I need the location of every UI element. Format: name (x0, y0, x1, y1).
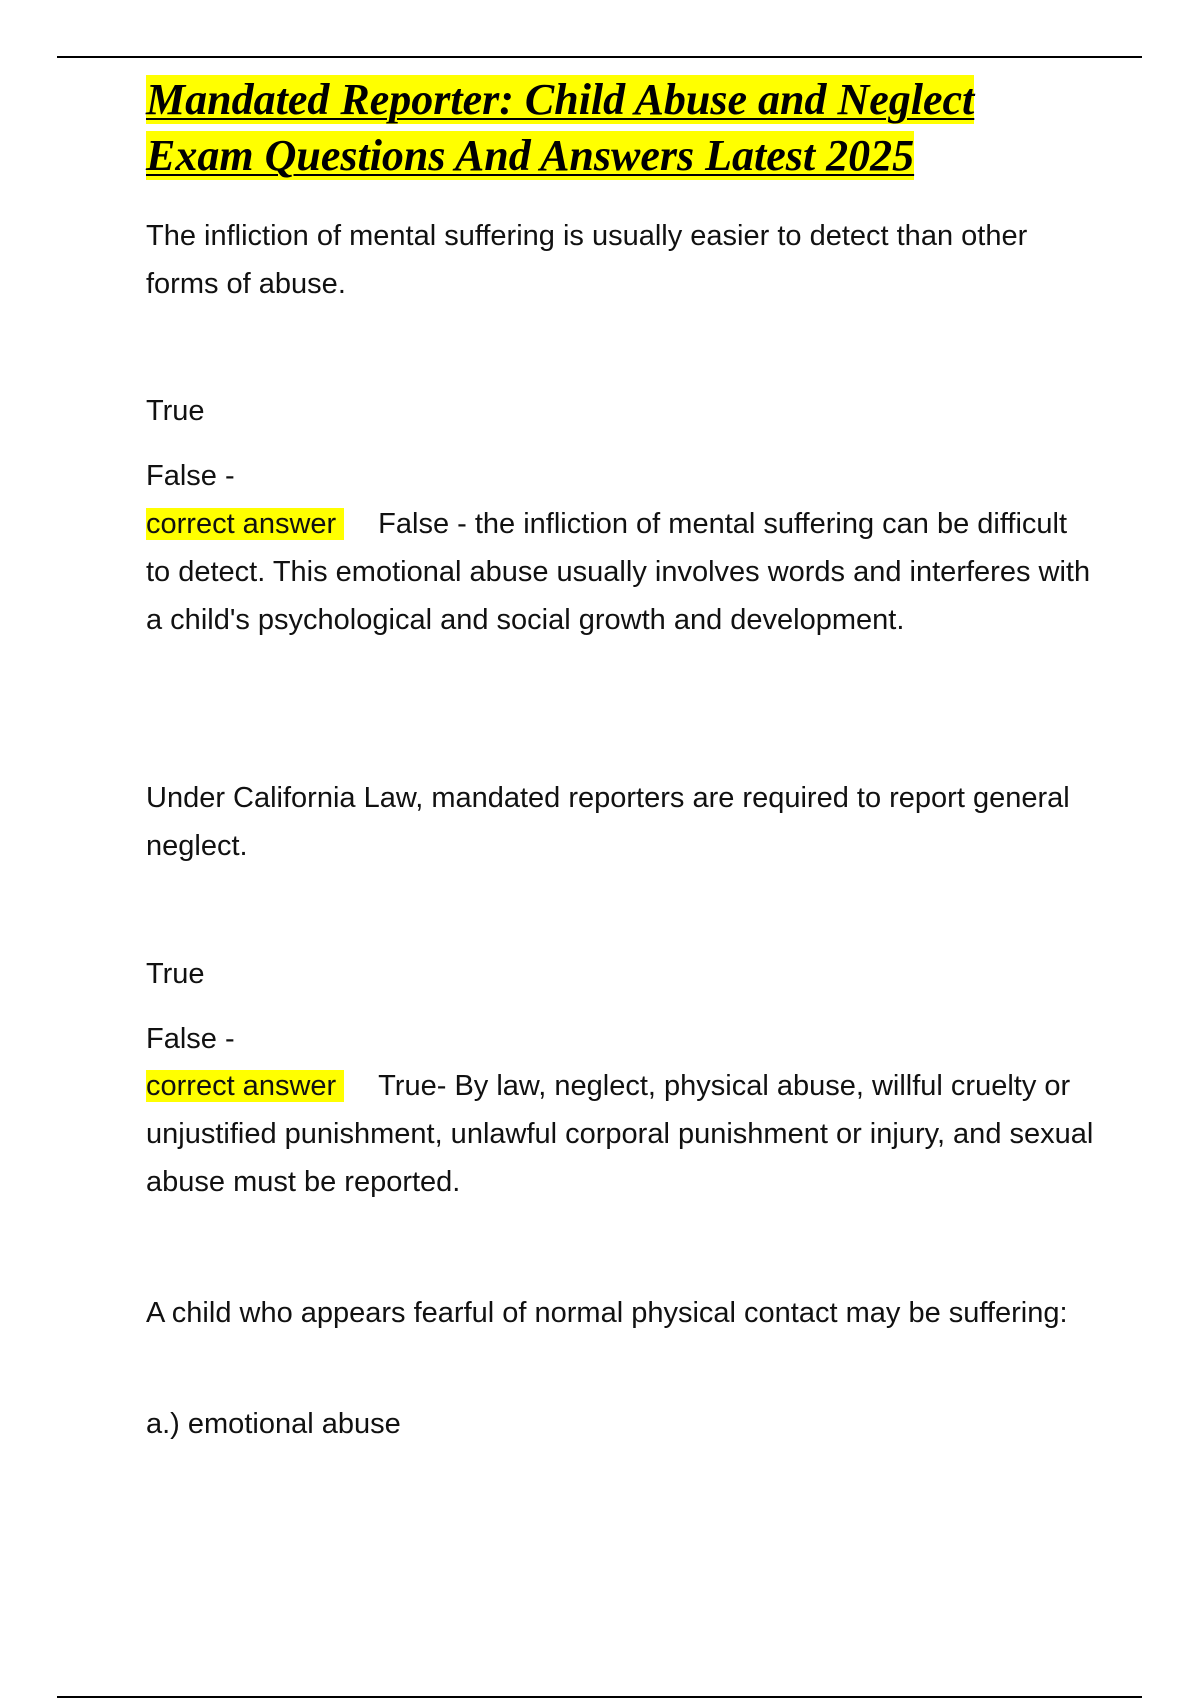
question-1-option-false: False - (146, 460, 235, 492)
question-1-answer (146, 500, 1096, 644)
question-1-text: The infliction of mental suffering is usually easier to detect than other forms of abuse. (146, 220, 1028, 300)
page-title (146, 72, 1076, 184)
top-rule (57, 56, 1142, 58)
question-2-answer-text: True- By law, neglect, physical abuse, willful cruelty or unjustified punishment, unlawful corporal punishment or injury, and sexual abuse must be reported. (146, 1070, 1094, 1198)
correct-answer-label: correct answer (146, 508, 344, 540)
question-3-option-a: a.) emotional abuse (146, 1408, 401, 1440)
bottom-rule (57, 1696, 1142, 1698)
question-1-answer-text: False - the infliction of mental suffering can be difficult to detect. This emotional abuse usually involves words and interferes with a child's psychological and social growth and development. (146, 508, 1091, 636)
title-highlight: Mandated Reporter: Child Abuse and Neglect Exam Questions And Answers Latest 2025 (146, 75, 975, 180)
question-3-text: A child who appears fearful of normal physical contact may be suffering: (146, 1297, 1068, 1329)
question-2-answer (146, 1062, 1096, 1206)
question-1-option-true: True (146, 395, 205, 427)
question-2-text: Under California Law, mandated reporters are required to report general neglect. (146, 782, 1070, 862)
question-2-option-false: False - (146, 1023, 235, 1055)
correct-answer-label: correct answer (146, 1070, 344, 1102)
question-2-option-true: True (146, 958, 205, 990)
